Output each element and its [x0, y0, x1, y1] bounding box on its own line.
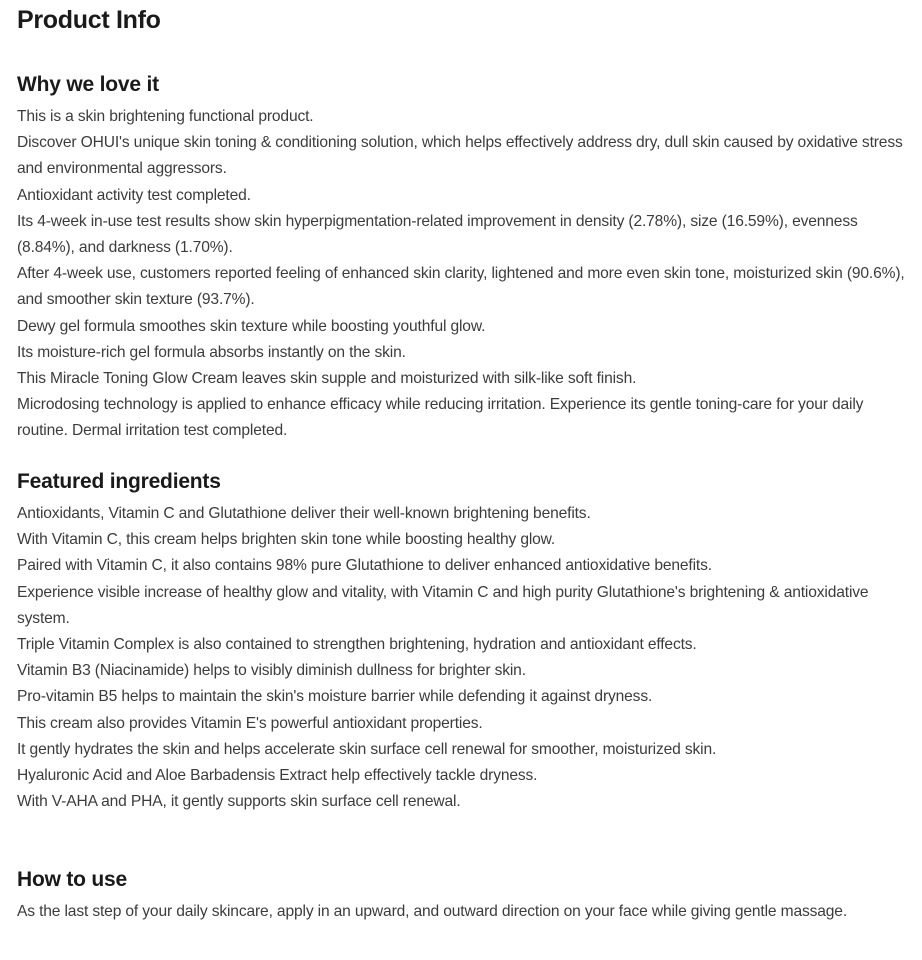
- how-to-use-section: [17, 867, 917, 925]
- paragraph: Antioxidant activity test completed.: [17, 186, 251, 204]
- paragraph: Experience visible increase of healthy glow and vitality, with Vitamin C and high purity Glutathione's brightening & antioxidative system.: [17, 583, 869, 627]
- paragraph: After 4-week use, customers reported feeling of enhanced skin clarity, lightened and more even skin tone, moisturized skin (90.6%), and smoother skin texture (93.7%).: [17, 265, 905, 309]
- paragraph: This Miracle Toning Glow Cream leaves skin supple and moisturized with silk-like soft finish.: [17, 370, 637, 388]
- paragraph: This is a skin brightening functional product.: [17, 108, 314, 125]
- paragraph: Hyaluronic Acid and Aloe Barbadensis Extract help effectively tackle dryness.: [17, 767, 538, 785]
- paragraph: It gently hydrates the skin and helps accelerate skin surface cell renewal for smoother, moisturized skin.: [17, 740, 717, 758]
- section-heading: Featured ingredients: [17, 470, 221, 493]
- paragraph: Paired with Vitamin C, it also contains 98% pure Glutathione to deliver enhanced antioxidative benefits.: [17, 557, 712, 575]
- paragraph: Triple Vitamin Complex is also contained to strengthen brightening, hydration and antioxidant effects.: [17, 636, 697, 654]
- featured-ingredients-section: [17, 469, 917, 815]
- paragraph: As the last step of your daily skincare, apply in an upward, and outward direction on your face while giving gentle massage.: [17, 903, 848, 920]
- paragraph: With Vitamin C, this cream helps brighten skin tone while boosting healthy glow.: [17, 531, 556, 549]
- paragraph: Pro-vitamin B5 helps to maintain the skin's moisture barrier while defending it against dryness.: [17, 688, 653, 706]
- paragraph: With V-AHA and PHA, it gently supports skin surface cell renewal.: [17, 793, 461, 811]
- paragraph: This cream also provides Vitamin E's powerful antioxidant properties.: [17, 714, 483, 732]
- paragraph: Antioxidants, Vitamin C and Glutathione deliver their well-known brightening benefits.: [17, 505, 591, 522]
- why-we-love-it-section: [17, 72, 917, 445]
- paragraph: Its 4-week in-use test results show skin hyperpigmentation-related improvement in density (2.78%), size (16.59%), evenness (8.84%), and darkness (1.70%).: [17, 212, 858, 257]
- paragraph: Microdosing technology is applied to enhance efficacy while reducing irritation. Experience its gentle toning-care for your daily routine. Dermal irritation test completed.: [17, 396, 864, 440]
- section-heading: How to use: [17, 868, 128, 891]
- section-heading: Why we love it: [17, 73, 159, 96]
- paragraph: Vitamin B3 (Niacinamide) helps to visibly diminish dullness for brighter skin.: [17, 662, 526, 680]
- paragraph: Its moisture-rich gel formula absorbs instantly on the skin.: [17, 343, 406, 361]
- paragraph: Dewy gel formula smoothes skin texture while boosting youthful glow.: [17, 317, 486, 335]
- paragraph: Discover OHUI's unique skin toning & conditioning solution, which helps effectively address dry, dull skin caused by oxidative stress and environmental aggressors.: [17, 134, 903, 178]
- page-title: Product Info: [17, 6, 161, 34]
